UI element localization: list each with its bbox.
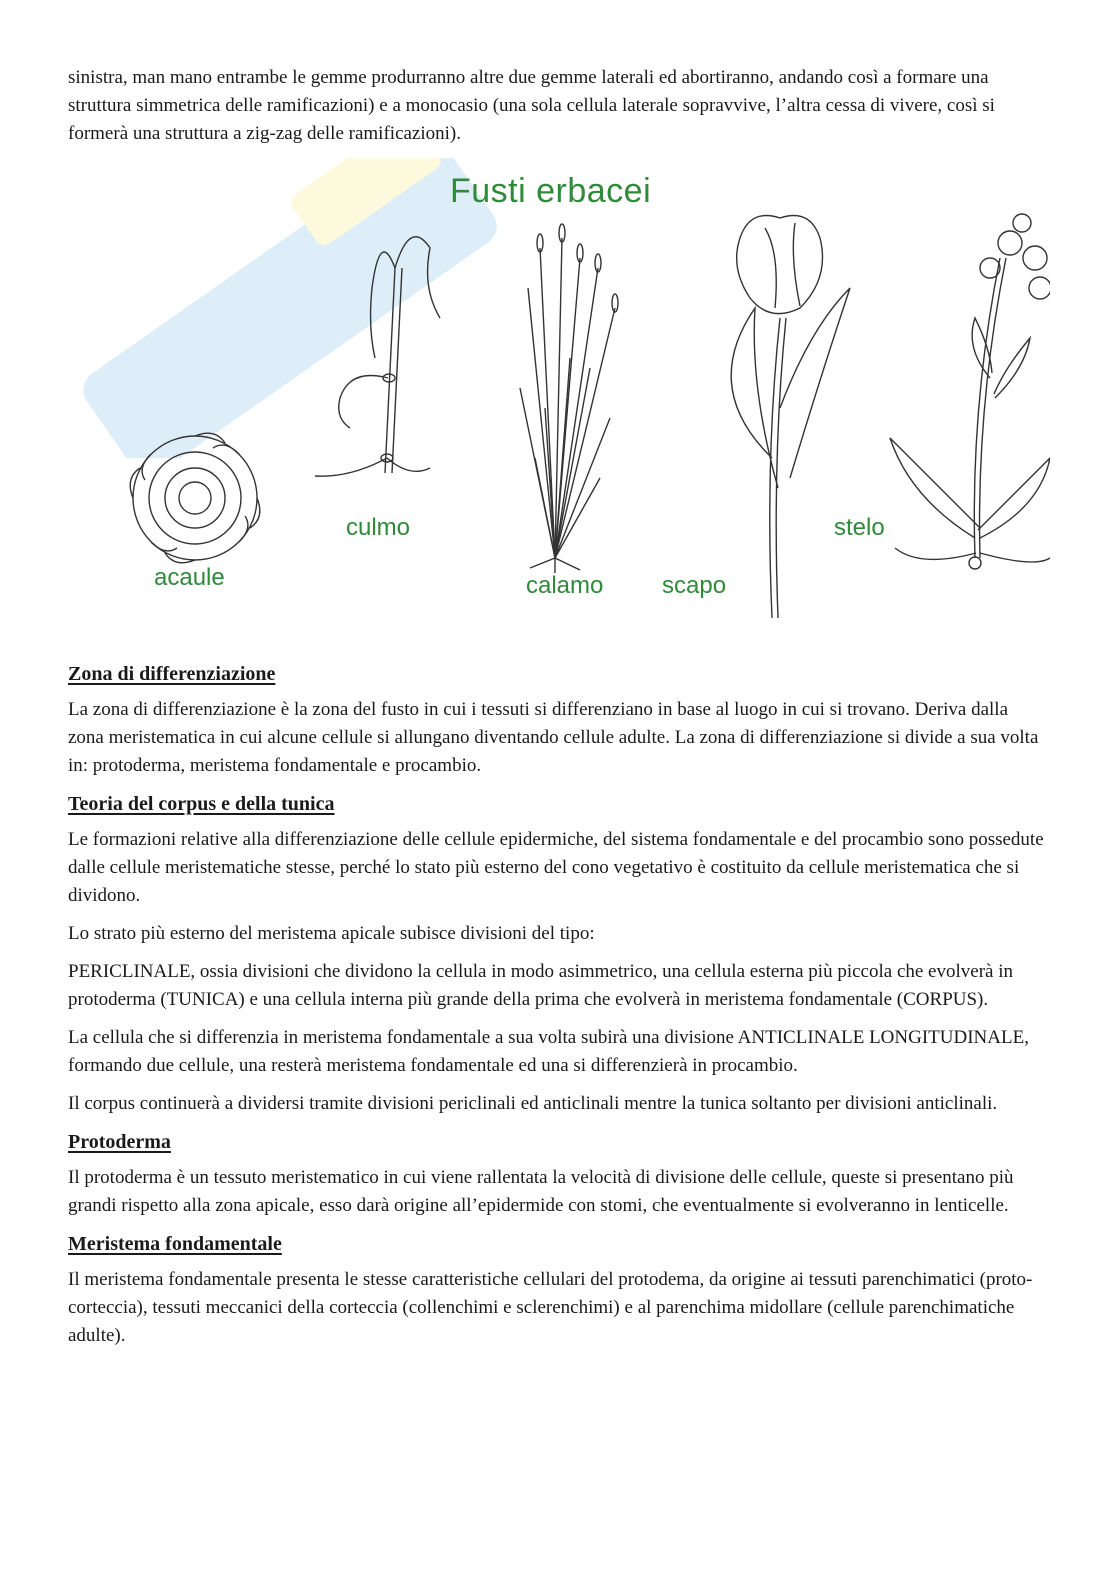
section-paragraph: Il meristema fondamentale presenta le stesse caratteristiche cellulari del protodema, da origine ai tessuti parenchimatici (proto-corteccia), tessuti meccanici della corteccia (collenchimi e sclerenchimi) e al parenchima midollare (cellule parenchimatiche adulte). [68,1269,1033,1346]
figure-title: Fusti erbacei [450,172,652,210]
stelo-stem-drawing [890,214,1050,569]
calamo-rush-drawing [520,224,618,573]
section-paragraph: PERICLINALE, ossia divisioni che dividono la cellula in modo asimmetrico, una cellula esterna più piccola che evolverà in protoderma (TUNICA) e una cellula interna più grande della prima che evolverà in meristema fondamentale (CORPUS). [68,961,1013,1010]
section-paragraph: La zona di differenziazione è la zona del fusto in cui i tessuti si differenziano in base al luogo in cui si trovano. Deriva dalla zona meristematica in cui alcune cellule si allungano diventando cellule adulte. La zona di differenziazione si divide a sua volta in: protoderma, meristema fondamentale e procambio. [68,699,1039,776]
label-acaule: acaule [154,564,225,591]
culmo-grass-drawing [315,237,440,476]
label-culmo: culmo [346,514,411,541]
section-heading-zona-differenziazione: Zona di differenziazione [68,663,276,685]
document-page [68,64,1048,1360]
intro-paragraph: sinistra, man mano entrambe le gemme produrranno altre due gemme laterali ed abortiranno, andando così a formare una struttura simmetrica delle ramificazioni) e a monocasio (una sola cellula laterale sopravvive, l’altra cessa di vivere, così si formerà una struttura a zig-zag delle ramificazioni). [68,67,995,144]
scapo-tulip-drawing [731,216,850,619]
section-heading-teoria-corpus-tunica: Teoria del corpus e della tunica [68,793,335,815]
section-paragraph: Il protoderma è un tessuto meristematico in cui viene rallentata la velocità di divisione delle cellule, queste si presentano più grandi rispetto alla zona apicale, esso darà origine all’epidermide con stomi, che eventualmente si evolveranno in lenticelle. [68,1167,1014,1216]
section-paragraph: Lo strato più esterno del meristema apicale subisce divisioni del tipo: [68,923,595,944]
fusti-erbacei-figure [50,158,1050,638]
section-paragraph: Il corpus continuerà a dividersi tramite divisioni periclinali ed anticlinali mentre la tunica soltanto per divisioni anticlinali. [68,1093,998,1114]
section-paragraph: Le formazioni relative alla differenziazione delle cellule epidermiche, del sistema fondamentale e del procambio sono possedute dalle cellule meristematiche stesse, perché lo stato più esterno del cono vegetativo è costituito da cellule meristematica che si dividono. [68,829,1044,906]
label-stelo: stelo [834,514,885,541]
section-heading-meristema-fondamentale: Meristema fondamentale [68,1233,282,1255]
label-calamo: calamo [526,572,604,599]
acaule-rosette-drawing [130,433,260,563]
label-scapo: scapo [662,572,727,599]
section-paragraph: La cellula che si differenzia in meristema fondamentale a sua volta subirà una divisione ANTICLINALE LONGITUDINALE, formando due cellule, una resterà meristema fondamentale ed una si differenzierà in procambio. [68,1027,1029,1076]
section-heading-protoderma: Protoderma [68,1131,171,1153]
